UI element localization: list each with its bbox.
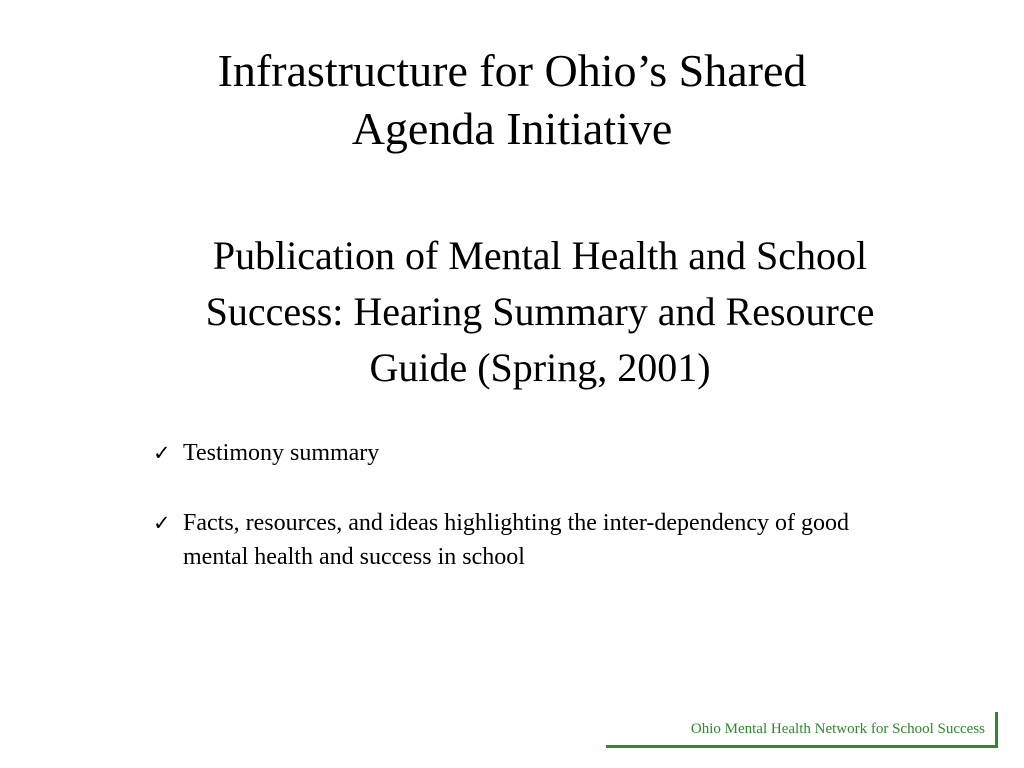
bullet-text-line: mental health and success in school xyxy=(183,544,525,570)
slide-title-line: Infrastructure for Ohio’s Shared xyxy=(217,45,807,96)
bullet-text-line: Testimony summary xyxy=(183,440,380,466)
footer-text: Ohio Mental Health Network for School Success xyxy=(690,721,985,737)
slide-subtitle-line: Success: Hearing Summary and Resource xyxy=(205,289,875,334)
slide-subtitle-line: Guide (Spring, 2001) xyxy=(369,345,711,390)
slide-subtitle-line: Publication of Mental Health and School xyxy=(212,233,868,278)
bullet-list xyxy=(153,436,993,610)
check-icon: ✓ xyxy=(153,441,171,465)
footer-frame xyxy=(606,712,998,748)
slide-subtitle xyxy=(120,228,960,396)
bullet-text-line: Facts, resources, and ideas highlighting the inter-dependency of good xyxy=(183,510,849,536)
bullet-text xyxy=(183,506,993,574)
slide-title xyxy=(0,42,1024,158)
bullet-item xyxy=(153,436,993,470)
bullet-item xyxy=(153,506,993,574)
check-icon: ✓ xyxy=(153,511,171,535)
bullet-text xyxy=(183,436,993,470)
slide-title-line: Agenda Initiative xyxy=(351,103,673,154)
